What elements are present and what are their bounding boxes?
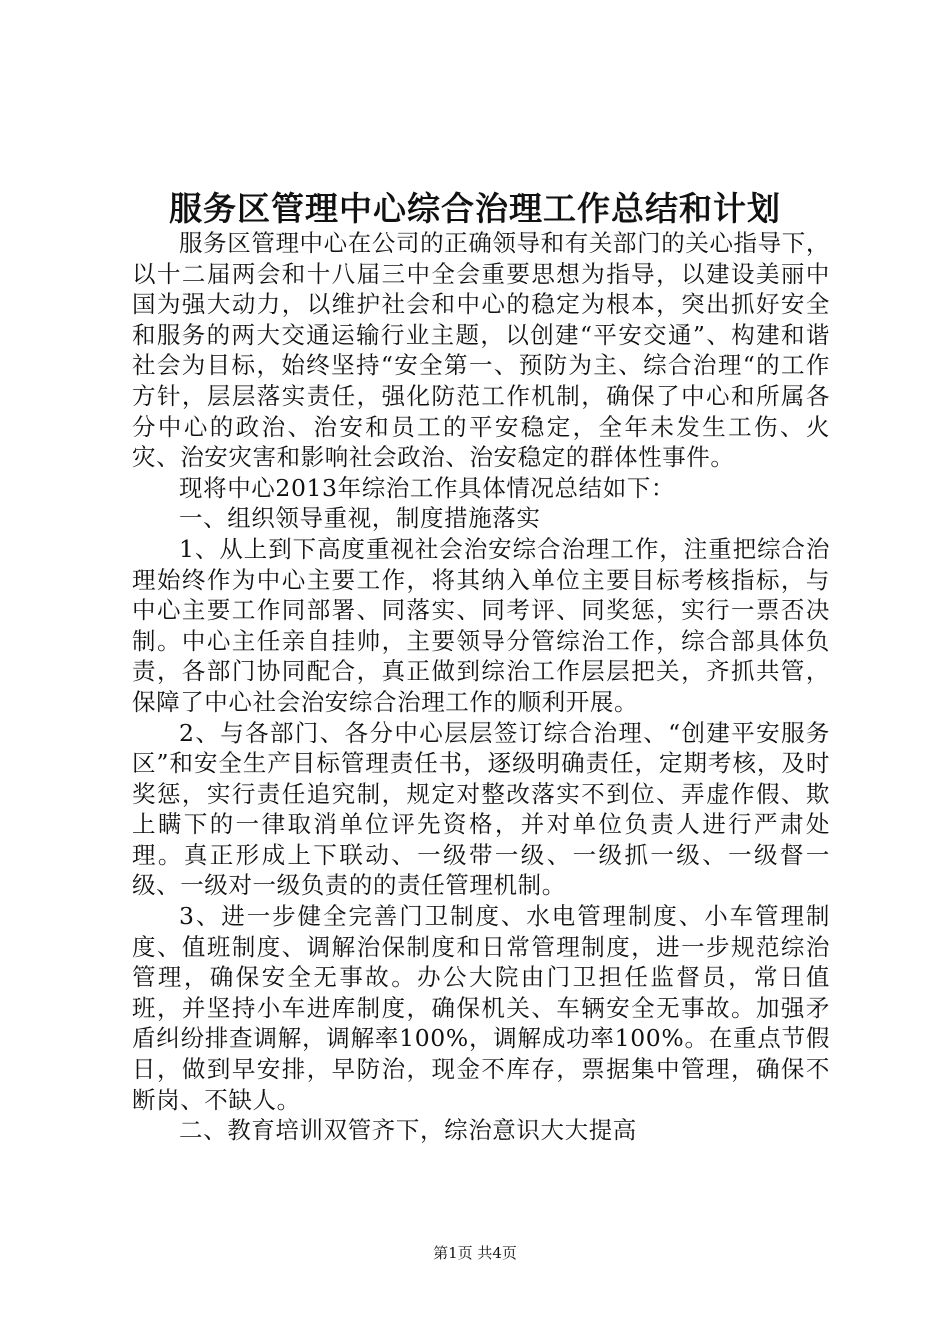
paragraph-item-1: 1、从上到下高度重视社会治安综合治理工作，注重把综合治理始终作为中心主要工作，将其纳入单位主要目标考核指标，与中心主要工作同部署、同落实、同考评、同奖惩，实行一票否决制。中心主任亲自挂帅，主要领导分管综治工作，综合部具体负责，各部门协同配合，真正做到综治工作层层把关，齐抓共管，保障了中心社会治安综合治理工作的顺利开展。 <box>132 534 830 716</box>
paragraph-intro: 服务区管理中心在公司的正确领导和有关部门的关心指导下，以十二届两会和十八届三中全会重要思想为指导，以建设美丽中国为强大动力，以维护社会和中心的稳定为根本，突出抓好安全和服务的两大交通运输行业主题，以创建“平安交通”、构建和谐社会为目标，始终坚持“安全第一、预防为主、综合治理“的工作方针，层层落实责任，强化防范工作机制，确保了中心和所属各分中心的政治、治安和员工的平安稳定，全年未发生工伤、火灾、治安灾害和影响社会政治、治安稳定的群体性事件。 <box>132 229 830 472</box>
paragraph-summary-lead: 现将中心2013年综治工作具体情况总结如下： <box>179 473 676 502</box>
paragraph-item-2: 2、与各部门、各分中心层层签订综合治理、“创建平安服务区”和安全生产目标管理责任书，逐级明确责任，定期考核，及时奖惩，实行责任追究制，规定对整改落实不到位、弄虚作假、欺上瞒下的一律取消单位评先资格，并对单位负责人进行严肃处理。真正形成上下联动、一级带一级、一级抓一级、一级督一级、一级对一级负责的的责任管理机制。 <box>132 718 830 900</box>
page-number-footer: 第1页 共4页 <box>433 1244 517 1262</box>
document-title: 服务区管理中心综合治理工作总结和计划 <box>169 189 781 228</box>
section-heading-2: 二、教育培训双管齐下，综治意识大大提高 <box>179 1116 637 1145</box>
section-heading-1: 一、组织领导重视，制度措施落实 <box>179 504 541 533</box>
paragraph-item-3: 3、进一步健全完善门卫制度、水电管理制度、小车管理制度、值班制度、调解治保制度和日常管理制度，进一步规范综治管理，确保安全无事故。办公大院由门卫担任监督员，常日值班，并坚持小车进库制度，确保机关、车辆安全无事故。加强矛盾纠纷排查调解，调解率100%，调解成功率100%。在重点节假日，做到早安排，早防治，现金不库存，票据集中管理，确保不断岗、不缺人。 <box>132 902 830 1114</box>
document-body <box>132 228 830 1146</box>
